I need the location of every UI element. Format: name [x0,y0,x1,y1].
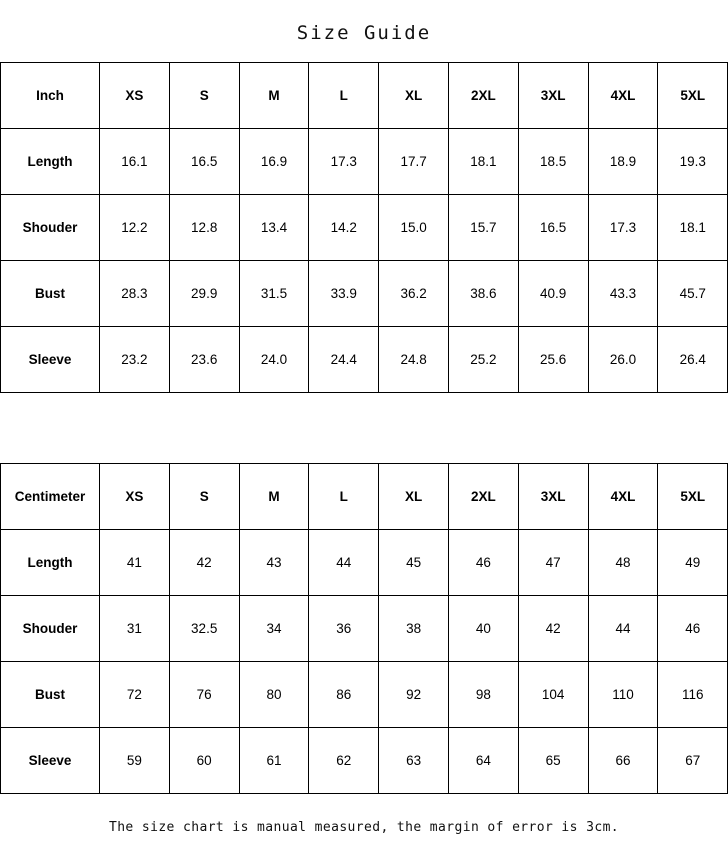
cell-value: 18.1 [658,195,728,261]
cell-value: 98 [448,662,518,728]
row-label: Length [1,530,100,596]
cell-value: 43.3 [588,261,658,327]
cell-value: 45.7 [658,261,728,327]
cell-value: 25.2 [448,327,518,393]
column-header: 2XL [448,464,518,530]
cell-value: 86 [309,662,379,728]
column-header: L [309,464,379,530]
cell-value: 16.5 [169,129,239,195]
cell-value: 31.5 [239,261,309,327]
cell-value: 24.8 [379,327,449,393]
cell-value: 43 [239,530,309,596]
cell-value: 23.6 [169,327,239,393]
cell-value: 24.0 [239,327,309,393]
column-header: M [239,464,309,530]
cell-value: 18.5 [518,129,588,195]
row-label: Sleeve [1,728,100,794]
cell-value: 14.2 [309,195,379,261]
cell-value: 38 [379,596,449,662]
column-header: M [239,63,309,129]
row-label: Shouder [1,596,100,662]
cell-value: 44 [309,530,379,596]
cell-value: 33.9 [309,261,379,327]
size-table-inch [0,62,728,393]
cell-value: 38.6 [448,261,518,327]
column-header: 5XL [658,63,728,129]
row-label: Length [1,129,100,195]
column-header: L [309,63,379,129]
cell-value: 40 [448,596,518,662]
cell-value: 116 [658,662,728,728]
size-table-centimeter [0,463,728,794]
column-header: 3XL [518,464,588,530]
cell-value: 45 [379,530,449,596]
cell-value: 61 [239,728,309,794]
cell-value: 17.7 [379,129,449,195]
column-header: 4XL [588,63,658,129]
column-header: XS [100,63,170,129]
cell-value: 49 [658,530,728,596]
column-header: 5XL [658,464,728,530]
cell-value: 17.3 [309,129,379,195]
column-header: XS [100,464,170,530]
table-row [1,327,728,393]
cell-value: 16.5 [518,195,588,261]
row-label: Bust [1,662,100,728]
column-header: 2XL [448,63,518,129]
cell-value: 29.9 [169,261,239,327]
cell-value: 18.9 [588,129,658,195]
row-label: Shouder [1,195,100,261]
column-header: S [169,63,239,129]
table-row [1,261,728,327]
cell-value: 36.2 [379,261,449,327]
table-row [1,530,728,596]
cell-value: 66 [588,728,658,794]
table-spacer [0,393,728,463]
table-row [1,195,728,261]
cell-value: 42 [518,596,588,662]
cell-value: 31 [100,596,170,662]
cell-value: 26.0 [588,327,658,393]
table-row [1,662,728,728]
cell-value: 26.4 [658,327,728,393]
cell-value: 17.3 [588,195,658,261]
cell-value: 60 [169,728,239,794]
cell-value: 67 [658,728,728,794]
cell-value: 19.3 [658,129,728,195]
table-row [1,129,728,195]
cell-value: 15.0 [379,195,449,261]
cell-value: 104 [518,662,588,728]
cell-value: 92 [379,662,449,728]
table-row [1,728,728,794]
cell-value: 18.1 [448,129,518,195]
cell-value: 36 [309,596,379,662]
cell-value: 15.7 [448,195,518,261]
table-header-row [1,464,728,530]
cell-value: 34 [239,596,309,662]
column-header: XL [379,63,449,129]
row-label: Sleeve [1,327,100,393]
cell-value: 23.2 [100,327,170,393]
cell-value: 42 [169,530,239,596]
cell-value: 16.1 [100,129,170,195]
column-header: 3XL [518,63,588,129]
cell-value: 16.9 [239,129,309,195]
cell-value: 12.8 [169,195,239,261]
cell-value: 32.5 [169,596,239,662]
cell-value: 110 [588,662,658,728]
cell-value: 76 [169,662,239,728]
column-header: XL [379,464,449,530]
cell-value: 24.4 [309,327,379,393]
cell-value: 48 [588,530,658,596]
cell-value: 46 [658,596,728,662]
cell-value: 28.3 [100,261,170,327]
cell-value: 62 [309,728,379,794]
cell-value: 63 [379,728,449,794]
unit-label-centimeter: Centimeter [1,464,100,530]
column-header: S [169,464,239,530]
page-title: Size Guide [296,22,432,44]
column-header: 4XL [588,464,658,530]
cell-value: 44 [588,596,658,662]
table-row [1,596,728,662]
row-label: Bust [1,261,100,327]
cell-value: 13.4 [239,195,309,261]
table-header-row [1,63,728,129]
cell-value: 25.6 [518,327,588,393]
measurement-note: The size chart is manual measured, the margin of error is 3cm. [108,820,620,835]
cell-value: 47 [518,530,588,596]
unit-label-inch: Inch [1,63,100,129]
cell-value: 46 [448,530,518,596]
cell-value: 41 [100,530,170,596]
cell-value: 72 [100,662,170,728]
cell-value: 59 [100,728,170,794]
cell-value: 80 [239,662,309,728]
cell-value: 64 [448,728,518,794]
cell-value: 65 [518,728,588,794]
cell-value: 40.9 [518,261,588,327]
cell-value: 12.2 [100,195,170,261]
